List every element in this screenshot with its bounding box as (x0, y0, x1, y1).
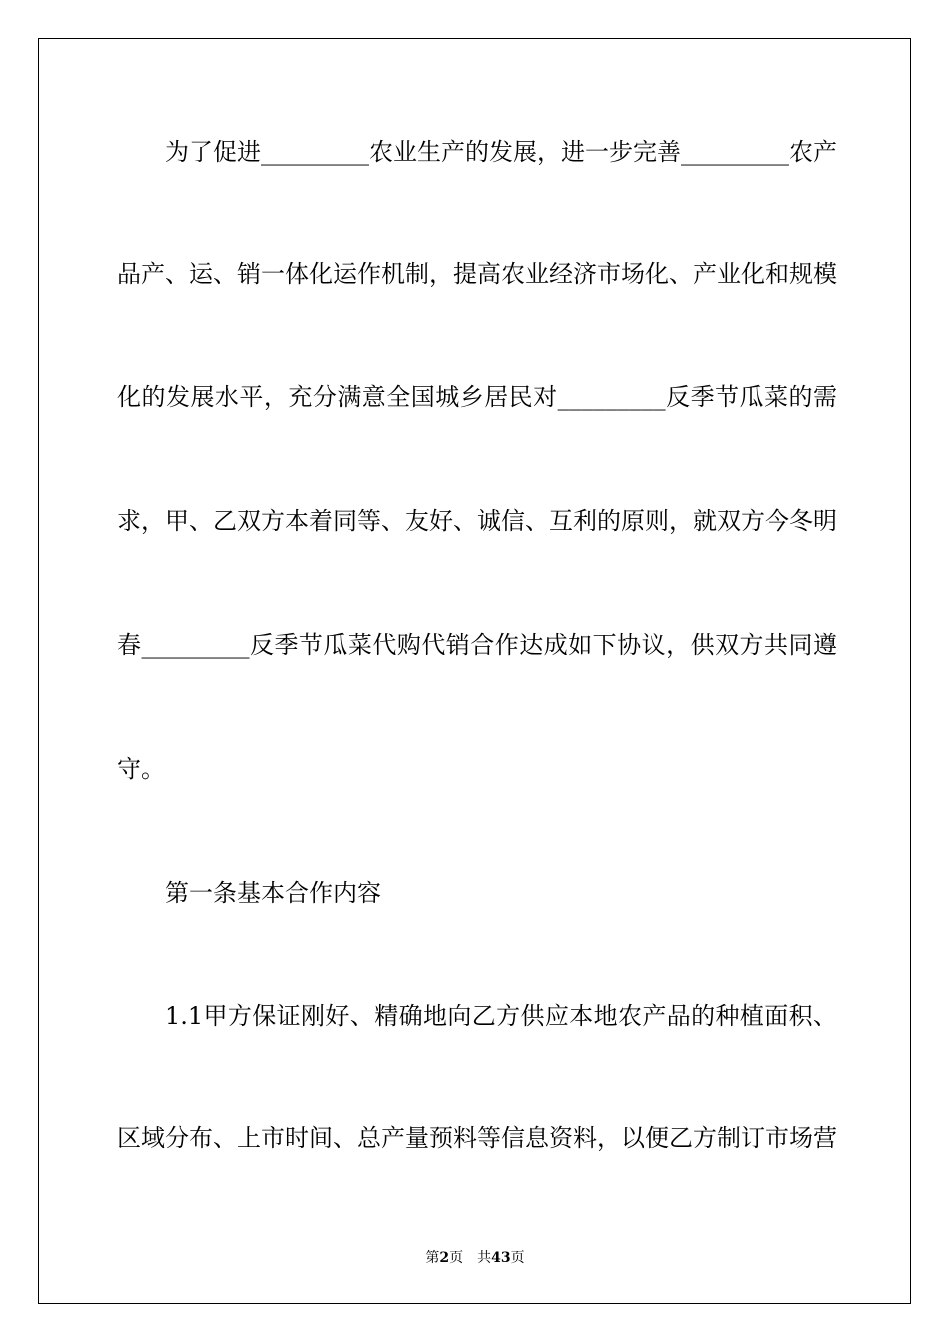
paragraph-1-line-6: 守。 (117, 755, 165, 783)
footer-total-prefix: 共 (477, 1250, 492, 1266)
footer-page-unit: 页 (449, 1250, 464, 1266)
paragraph-1-line-2: 品产、运、销一体化运作机制，提高农业经济市场化、产业化和规模 (117, 260, 837, 288)
paragraph-1-line-5: 春_________反季节瓜菜代购代销合作达成如下协议，供双方共同遵 (117, 631, 837, 659)
paragraph-1-line-1: 为了促进_________农业生产的发展，进一步完善_________农产 (165, 138, 837, 166)
page-footer (0, 1248, 950, 1268)
clause-1-1-line-1: 1.1甲方保证刚好、精确地向乙方供应本地农产品的种植面积、 (165, 1002, 837, 1030)
clause-1-1-line-2: 区域分布、上市时间、总产量预料等信息资料，以便乙方制订市场营 (117, 1124, 837, 1152)
footer-total-unit: 页 (510, 1250, 525, 1266)
paragraph-1-line-3: 化的发展水平，充分满意全国城乡居民对_________反季节瓜菜的需 (117, 383, 837, 411)
current-page-number: 2 (439, 1250, 450, 1266)
page-border (38, 38, 911, 1304)
total-pages-number: 43 (491, 1250, 511, 1266)
footer-prefix: 第 (425, 1250, 440, 1266)
section-heading: 第一条基本合作内容 (165, 879, 381, 907)
paragraph-1-line-4: 求，甲、乙双方本着同等、友好、诚信、互利的原则，就双方今冬明 (117, 507, 837, 535)
